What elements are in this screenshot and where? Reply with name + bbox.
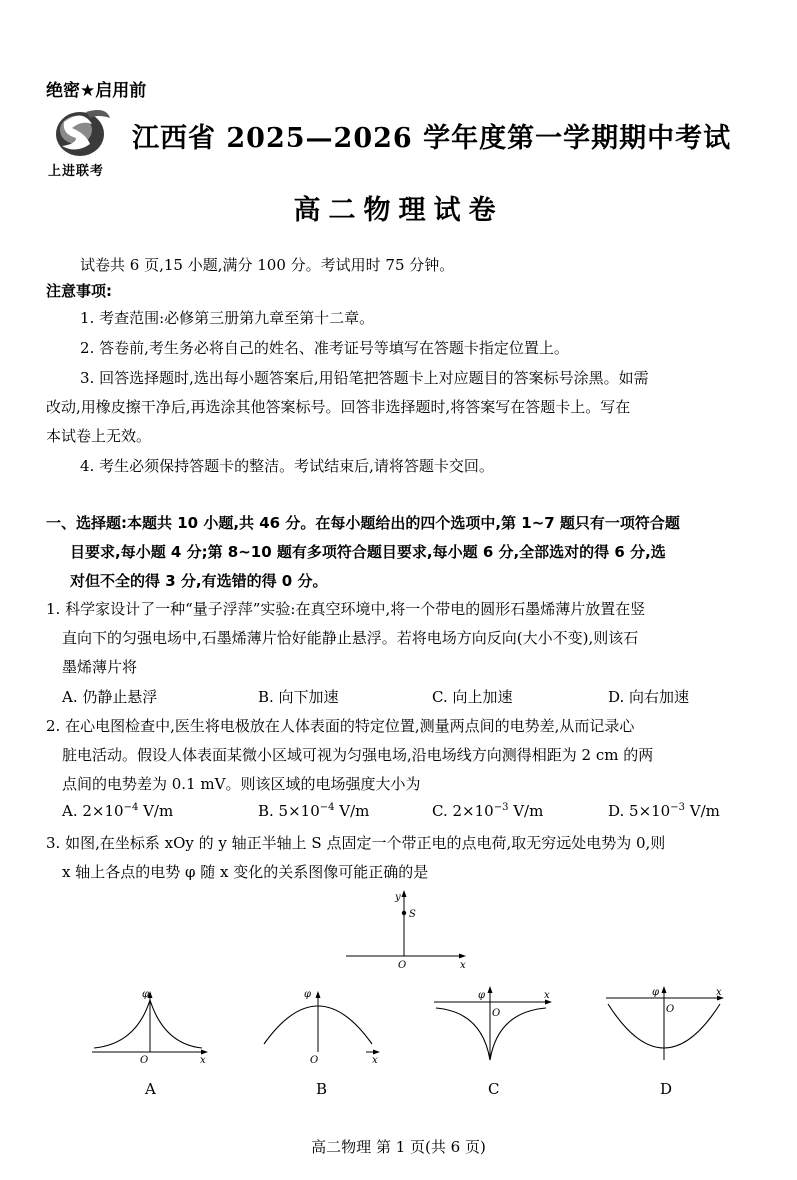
notice-item-1: 1. 考查范围:必修第三册第九章至第十二章。: [80, 309, 375, 327]
graph-c: [432, 984, 556, 1066]
point-charge-s: [402, 911, 406, 915]
question-2-line-3: 点间的电势差为 0.1 mV。则该区域的电场强度大小为: [62, 775, 421, 793]
graph-b-origin-label: O: [310, 1055, 319, 1066]
section-1-heading-line-3: 对但不全的得 3 分,有选错的得 0 分。: [70, 572, 328, 590]
notice-item-2: 2. 答卷前,考生务必将自己的姓名、准考证号等填写在答题卡指定位置上。: [80, 339, 569, 357]
question-2-option-d: D. $5\times 10^{-3}$ V/m: [608, 802, 720, 820]
figure-origin-label: O: [398, 960, 407, 971]
question-1-option-b: B. 向下加速: [258, 688, 339, 706]
graph-d-phi-label: φ: [652, 987, 660, 998]
question-2-option-a: A. $2\times 10^{-4}$ V/m: [62, 802, 174, 820]
graph-c-phi-label: φ: [478, 990, 486, 1001]
question-1-line-2: 直向下的匀强电场中,石墨烯薄片恰好能静止悬浮。若将电场方向反向(大小不变),则该石: [62, 629, 639, 647]
question-1-option-a: A. 仍静止悬浮: [62, 688, 158, 706]
graph-a-origin-label: O: [140, 1055, 149, 1066]
section-1-heading-line-2: 目要求,每小题 4 分;第 8~10 题有多项符合题目要求,每小题 6 分,全部选对的得 6 分,选: [70, 543, 666, 561]
exam-logo: [46, 104, 122, 182]
logo-mark-icon: [46, 104, 122, 162]
graph-d: [604, 984, 728, 1066]
exam-intro: 试卷共 6 页,15 小题,满分 100 分。考试用时 75 分钟。: [80, 256, 455, 274]
graph-c-origin-label: O: [492, 1008, 501, 1019]
question-1-line-1: 1. 科学家设计了一种“量子浮萍”实验:在真空环境中,将一个带电的圆形石墨烯薄片放置在竖: [46, 600, 646, 618]
question-2-line-1: 2. 在心电图检查中,医生将电极放在人体表面的特定位置,测量两点间的电势差,从而记录心: [46, 717, 635, 735]
graph-b-label: B: [316, 1080, 328, 1098]
section-1-heading-line-1: 一、选择题:本题共 10 小题,共 46 分。在每小题给出的四个选项中,第 1~7 题只有一项符合题: [46, 514, 680, 532]
figure-s-label: S: [409, 909, 416, 920]
coordinate-system-figure: [342, 888, 472, 972]
question-1-option-d: D. 向右加速: [608, 688, 690, 706]
exam-title: 江西省 2025—2026 学年度第一学期期中考试: [132, 123, 732, 154]
notice-item-4: 4. 考生必须保持答题卡的整洁。考试结束后,请将答题卡交回。: [80, 457, 494, 475]
question-1-line-3: 墨烯薄片将: [62, 658, 138, 676]
graph-d-x-label: x: [716, 987, 722, 998]
logo-text: 上进联考: [48, 164, 105, 179]
question-2-option-c: C. $2\times 10^{-3}$ V/m: [432, 802, 544, 820]
graph-c-curve: [436, 1008, 546, 1060]
question-1-option-c: C. 向上加速: [432, 688, 513, 706]
question-3-line-2: x 轴上各点的电势 φ 随 x 变化的关系图像可能正确的是: [62, 863, 429, 881]
question-2-option-b: B. $5\times 10^{-4}$ V/m: [258, 802, 370, 820]
graph-c-x-label: x: [544, 990, 550, 1001]
graph-b-x-label: x: [372, 1055, 378, 1066]
graph-b-phi-label: φ: [304, 989, 312, 1000]
notice-item-3-line-1: 3. 回答选择题时,选出每小题答案后,用铅笔把答题卡上对应题目的答案标号涂黑。如需: [80, 369, 649, 387]
notice-heading: 注意事项:: [46, 282, 112, 300]
question-3-line-1: 3. 如图,在坐标系 xOy 的 y 轴正半轴上 S 点固定一个带正电的点电荷,取无穷远处电势为 0,则: [46, 834, 666, 852]
graph-a-phi-label: φ: [142, 989, 150, 1000]
graph-a-label: A: [145, 1080, 156, 1098]
graph-a-curve: [94, 1000, 202, 1048]
notice-item-3-line-3: 本试卷上无效。: [46, 427, 152, 445]
graph-b: [262, 988, 382, 1066]
question-2-line-2: 脏电活动。假设人体表面某微小区域可视为匀强电场,沿电场线方向测得相距为 2 cm 的两: [62, 746, 654, 764]
page-footer: 高二物理 第 1 页(共 6 页): [311, 1138, 486, 1156]
graph-d-label: D: [660, 1080, 673, 1098]
graph-d-origin-label: O: [666, 1004, 675, 1015]
graph-a-x-label: x: [200, 1055, 206, 1066]
graph-a: [90, 988, 210, 1066]
figure-y-label: y: [395, 892, 401, 903]
confidential-label: 绝密★启用前: [46, 81, 147, 101]
figure-x-label: x: [460, 960, 466, 971]
subject-title: 高二物理试卷: [293, 195, 504, 226]
graph-c-label: C: [488, 1080, 500, 1098]
notice-item-3-line-2: 改动,用橡皮擦干净后,再选涂其他答案标号。回答非选择题时,将答案写在答题卡上。写在: [46, 398, 631, 416]
